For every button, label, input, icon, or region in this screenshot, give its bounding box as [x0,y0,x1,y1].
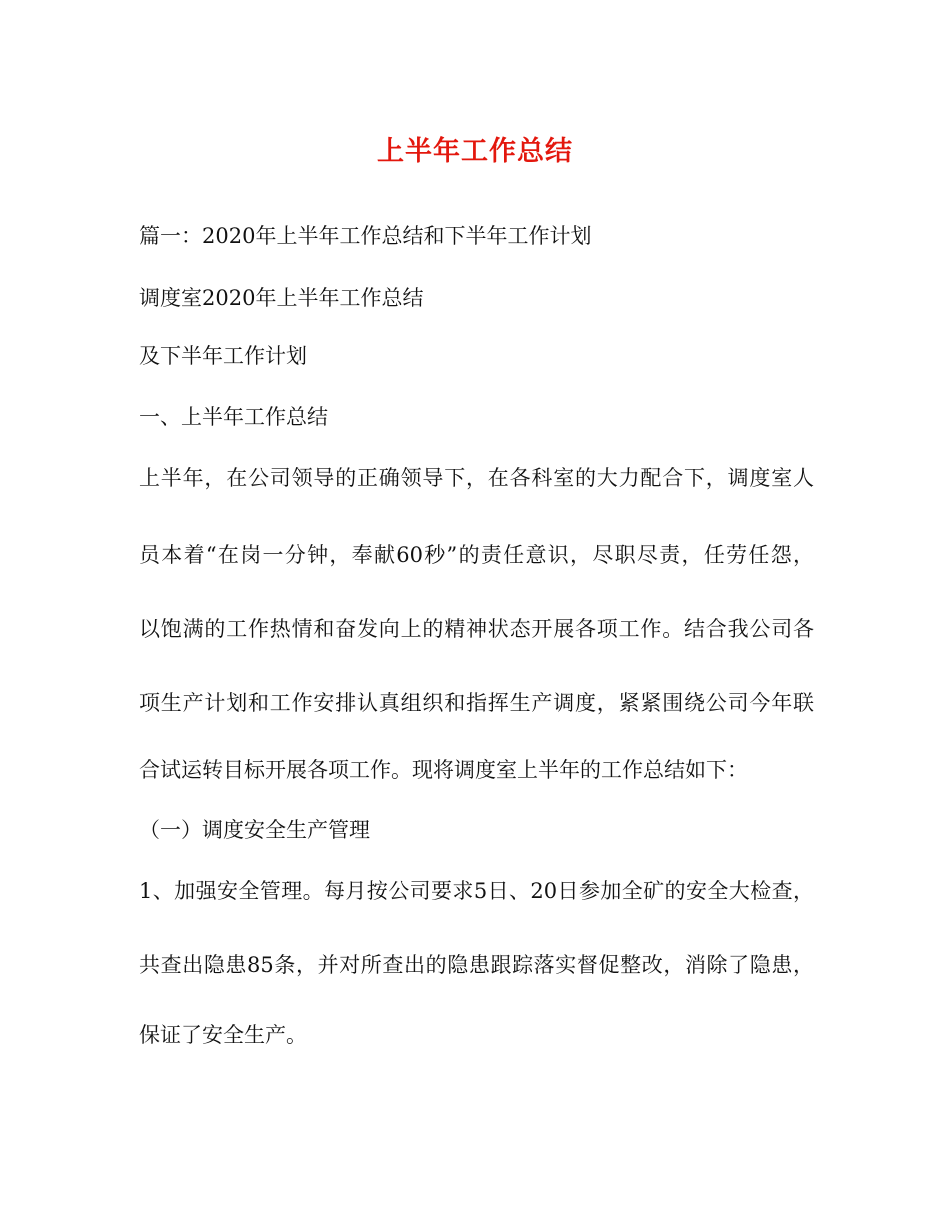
paragraph-1-line-4: 项生产计划和工作安排认真组织和指挥生产调度，紧紧围绕公司今年联 [139,691,814,715]
paragraph-2-line-2: 共查出隐患85条，并对所查出的隐患跟踪落实督促整改，消除了隐患， [139,953,814,977]
subtitle-line-2: 及下半年工作计划 [139,344,307,368]
document-title: 上半年工作总结 [377,136,573,167]
article-heading: 篇一：2020年上半年工作总结和下半年工作计划 [139,224,592,248]
subtitle-line-1: 调度室2020年上半年工作总结 [139,286,424,310]
paragraph-2-line-1: 1、加强安全管理。每月按公司要求5日、20日参加全矿的安全大检查， [139,879,814,903]
subsection-heading: （一）调度安全生产管理 [139,818,370,842]
paragraph-1-line-1: 上半年，在公司领导的正确领导下，在各科室的大力配合下，调度室人 [139,466,814,490]
paragraph-1-line-2: 员本着“在岗一分钟，奉献60秒”的责任意识，尽职尽责，任劳任怨， [139,543,814,567]
paragraph-1-line-3: 以饱满的工作热情和奋发向上的精神状态开展各项工作。结合我公司各 [139,617,814,641]
paragraph-1-line-5: 合试运转目标开展各项工作。现将调度室上半年的工作总结如下： [139,758,748,782]
section-heading: 一、上半年工作总结 [139,405,328,429]
paragraph-2-line-3: 保证了安全生产。 [139,1023,307,1047]
